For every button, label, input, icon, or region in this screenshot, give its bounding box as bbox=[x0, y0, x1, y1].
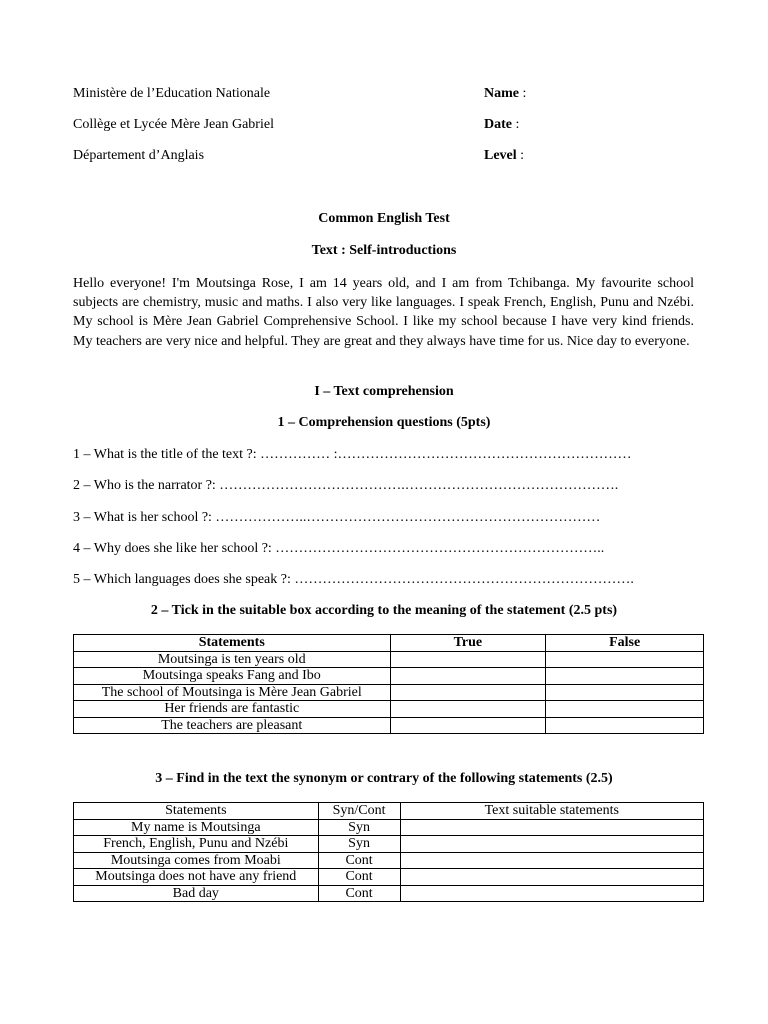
reading-passage: Hello everyone! I'm Moutsinga Rose, I am 14 years old, and I am from Tchibanga. My favourite school subjects are chemistry, music and maths. I also very like languages. I speak French, English, Punu and Nzébi. My school is Mère Jean Gabriel Comprehensive School. I like my school because I have very kind friends. My teachers are very nice and helpful. They are great and they always have time for us. Nice day to everyone. bbox=[73, 276, 694, 349]
table-row bbox=[74, 651, 704, 668]
column-header-text-statements: Text suitable statements bbox=[400, 803, 703, 820]
true-false-table bbox=[73, 634, 704, 734]
name-separator: : bbox=[519, 86, 527, 101]
school-line: Collège et Lycée Mère Jean Gabriel bbox=[73, 117, 274, 132]
type-cell: Syn bbox=[318, 836, 400, 853]
column-header-statements: Statements bbox=[74, 635, 391, 652]
statement-cell: My name is Moutsinga bbox=[74, 819, 319, 836]
false-checkbox-cell[interactable] bbox=[546, 651, 704, 668]
table-row bbox=[74, 836, 704, 853]
statement-cell: Moutsinga does not have any friend bbox=[74, 869, 319, 886]
date-label: Date bbox=[484, 117, 512, 132]
synonym-contrary-heading: 3 – Find in the text the synonym or contrary of the following statements (2.5) bbox=[155, 771, 613, 786]
name-field bbox=[484, 85, 526, 103]
statement-cell: Moutsinga comes from Moabi bbox=[74, 852, 319, 869]
table-header-row bbox=[74, 635, 704, 652]
false-checkbox-cell[interactable] bbox=[546, 701, 704, 718]
table-row bbox=[74, 701, 704, 718]
false-checkbox-cell[interactable] bbox=[546, 668, 704, 685]
true-checkbox-cell[interactable] bbox=[390, 717, 546, 734]
ministry-line: Ministère de l’Education Nationale bbox=[73, 86, 271, 101]
type-cell: Cont bbox=[318, 885, 400, 902]
date-separator: : bbox=[512, 117, 520, 132]
statement-cell: Bad day bbox=[74, 885, 319, 902]
statement-cell: The school of Moutsinga is Mère Jean Gabriel bbox=[74, 684, 391, 701]
table-row bbox=[74, 869, 704, 886]
name-label: Name bbox=[484, 86, 519, 101]
question-1: 1 – What is the title of the text ?: …………… :……………………………………………………… bbox=[73, 447, 632, 462]
answer-cell[interactable] bbox=[400, 869, 703, 886]
column-header-false: False bbox=[546, 635, 704, 652]
type-cell: Syn bbox=[318, 819, 400, 836]
answer-cell[interactable] bbox=[400, 885, 703, 902]
statement-cell: French, English, Punu and Nzébi bbox=[74, 836, 319, 853]
answer-cell[interactable] bbox=[400, 852, 703, 869]
table-row bbox=[74, 684, 704, 701]
true-checkbox-cell[interactable] bbox=[390, 668, 546, 685]
table-row bbox=[74, 717, 704, 734]
comprehension-questions-heading: 1 – Comprehension questions (5pts) bbox=[277, 415, 491, 430]
question-5: 5 – Which languages does she speak ?: ………………………………………………………………. bbox=[73, 572, 634, 587]
date-field bbox=[484, 116, 519, 134]
type-cell: Cont bbox=[318, 869, 400, 886]
true-checkbox-cell[interactable] bbox=[390, 684, 546, 701]
department-line: Département d’Anglais bbox=[73, 148, 205, 163]
question-3: 3 – What is her school ?: ………………..……………………………………………………… bbox=[73, 510, 601, 525]
level-separator: : bbox=[516, 148, 525, 163]
type-cell: Cont bbox=[318, 852, 400, 869]
statement-cell: The teachers are pleasant bbox=[74, 717, 391, 734]
statement-cell: Her friends are fantastic bbox=[74, 701, 391, 718]
section-heading: I – Text comprehension bbox=[314, 384, 454, 399]
table-row bbox=[74, 885, 704, 902]
true-checkbox-cell[interactable] bbox=[390, 651, 546, 668]
answer-cell[interactable] bbox=[400, 836, 703, 853]
statement-cell: Moutsinga speaks Fang and Ibo bbox=[74, 668, 391, 685]
statement-cell: Moutsinga is ten years old bbox=[74, 651, 391, 668]
column-header-statements: Statements bbox=[74, 803, 319, 820]
table-header-row bbox=[74, 803, 704, 820]
table-row bbox=[74, 819, 704, 836]
column-header-syn-cont: Syn/Cont bbox=[318, 803, 400, 820]
question-2: 2 – Who is the narrator ?: ………………………………….………………………………………. bbox=[73, 478, 619, 493]
question-4: 4 – Why does she like her school ?: …………………………………………………………….. bbox=[73, 541, 605, 556]
true-false-heading: 2 – Tick in the suitable box according to the meaning of the statement (2.5 pts) bbox=[150, 603, 618, 618]
false-checkbox-cell[interactable] bbox=[546, 717, 704, 734]
test-title: Common English Test bbox=[318, 211, 450, 226]
level-field bbox=[484, 147, 524, 165]
level-label: Level bbox=[484, 148, 517, 163]
true-checkbox-cell[interactable] bbox=[390, 701, 546, 718]
text-subtitle: Text : Self-introductions bbox=[311, 243, 457, 258]
false-checkbox-cell[interactable] bbox=[546, 684, 704, 701]
synonym-contrary-table bbox=[73, 802, 704, 902]
column-header-true: True bbox=[390, 635, 546, 652]
table-row bbox=[74, 852, 704, 869]
answer-cell[interactable] bbox=[400, 819, 703, 836]
table-row bbox=[74, 668, 704, 685]
